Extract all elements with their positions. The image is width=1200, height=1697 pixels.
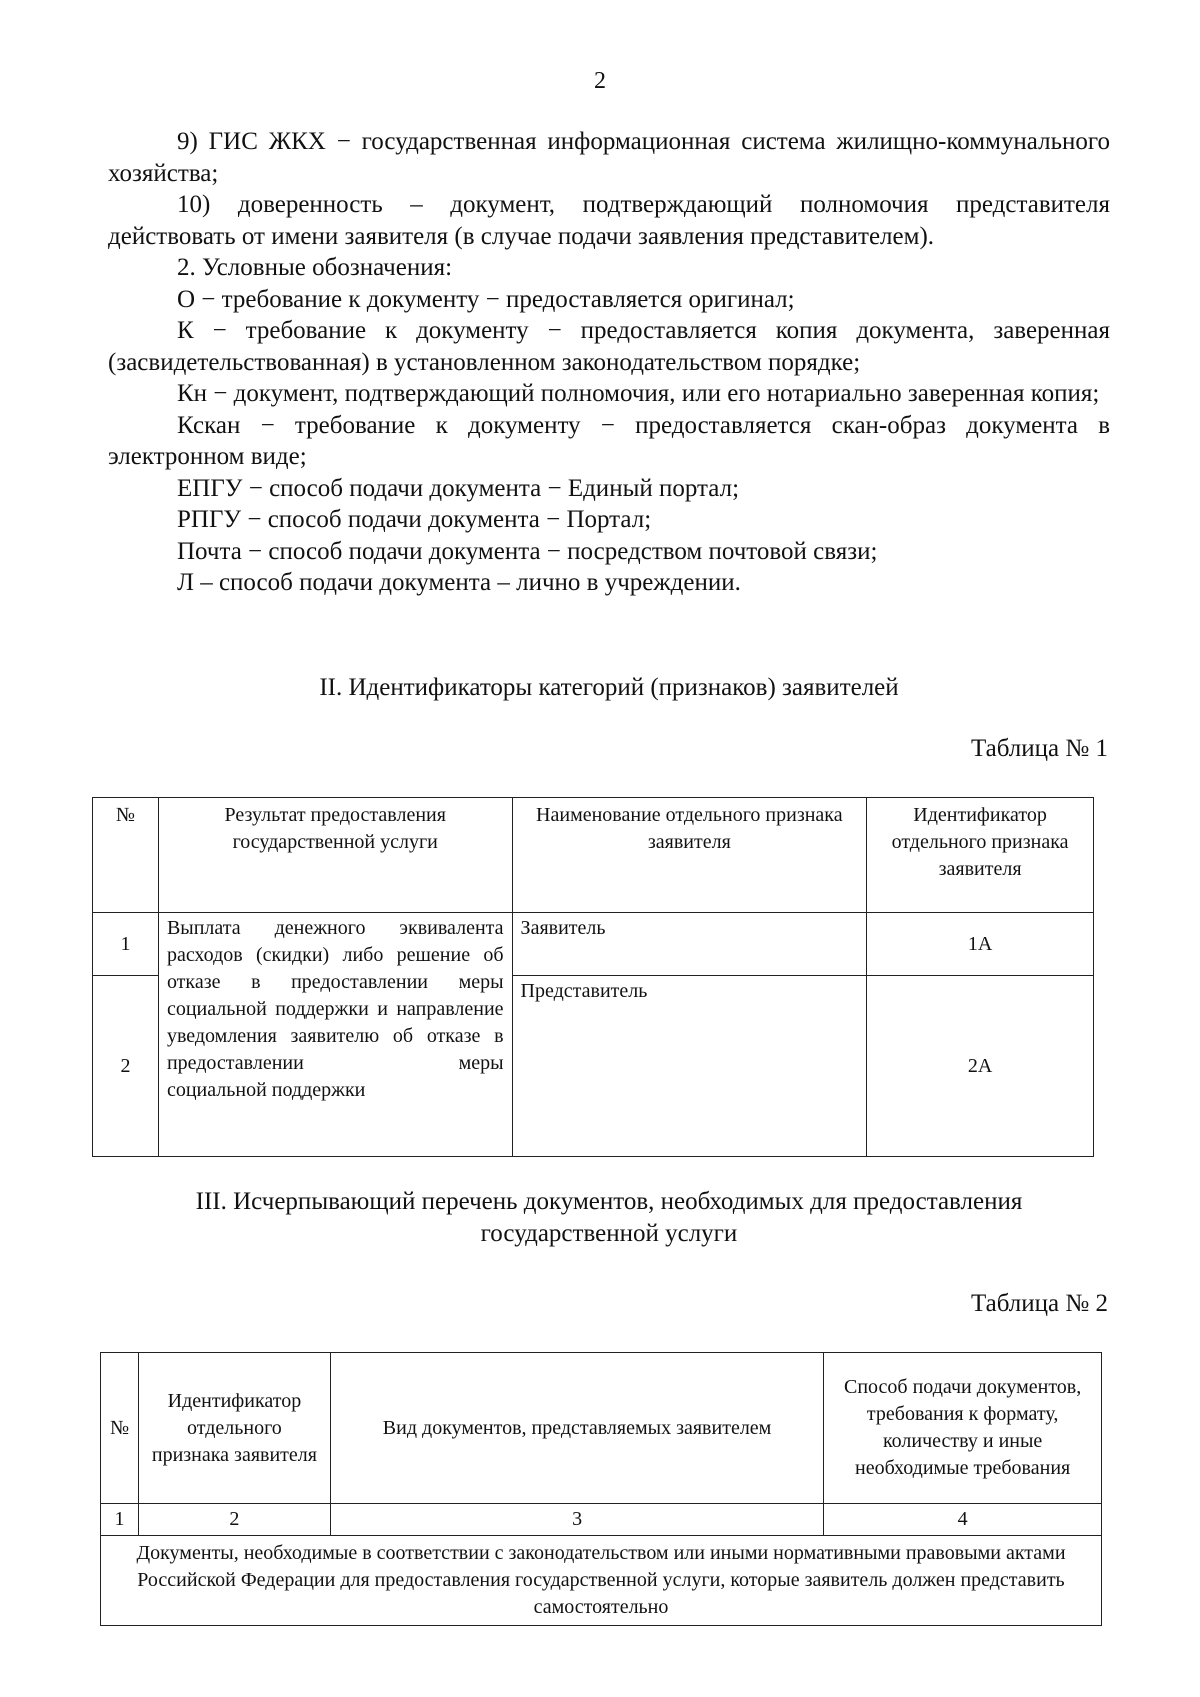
header-attribute-id: Идентификатор отдельного признака заявителя <box>867 798 1094 913</box>
column-number: 1 <box>101 1504 139 1536</box>
definition-power-of-attorney: 10) доверенность – документ, подтверждающий полномочия представителя действовать от имени заявителя (в случае подачи заявления представителем). <box>108 191 1110 250</box>
column-number: 2 <box>138 1504 330 1536</box>
table-row <box>93 913 1094 976</box>
row-number: 1 <box>93 913 159 976</box>
header-submission-method: Способ подачи документов, требования к формату, количеству и иные необходимые требования <box>824 1353 1102 1504</box>
legend-in-person: Л – способ подачи документа – лично в учреждении. <box>177 569 741 596</box>
legend-epgu: ЕПГУ − способ подачи документа − Единый портал; <box>177 474 740 502</box>
header-number: № <box>93 798 159 913</box>
header-document-type: Вид документов, представляемых заявителем <box>330 1353 823 1504</box>
table-1-caption: Таблица № 1 <box>970 735 1108 762</box>
table-header-row <box>93 798 1094 913</box>
attribute-id: 2А <box>867 976 1094 1157</box>
legend-notarized-copy: Кн − документ, подтверждающий полномочия, или его нотариально заверенная копия; <box>177 380 1100 407</box>
section-2-title: II. Идентификаторы категорий (признаков) заявителей <box>319 674 899 701</box>
header-attribute-name: Наименование отдельного признака заявителя <box>512 798 867 913</box>
legend-mail: Почта − способ подачи документа − посредством почтовой связи; <box>177 537 878 565</box>
definitions-list <box>108 126 1110 599</box>
legend-copy: К − требование к документу − предоставляется копия документа, заверенная (засвидетельствованная) в установленном законодательством порядке; <box>108 317 1110 376</box>
documents-table <box>100 1352 1102 1626</box>
table-header-row <box>101 1353 1102 1504</box>
header-number: № <box>101 1353 139 1504</box>
row-number: 2 <box>93 976 159 1157</box>
attribute-name: Представитель <box>512 976 867 1157</box>
result-text: Выплата денежного эквивалента расходов (скидки) либо решение об отказе в предоставлении меры социальной поддержки и направление уведомления заявителю об отказе в предоставлении меры <box>166 917 504 1074</box>
legend-scan: Кскан − требование к документу − предоставляется скан-образ документа в электронном виде; <box>108 411 1110 470</box>
header-attribute-id: Идентификатор отдельного признака заявителя <box>138 1353 330 1504</box>
group-row <box>101 1536 1102 1626</box>
column-number: 3 <box>330 1504 823 1536</box>
header-result: Результат предоставления государственной услуги <box>158 798 512 913</box>
result-text-last-line: социальной поддержки <box>166 1079 366 1101</box>
group-row-text: Документы, необходимые в соответствии с законодательством или иными нормативными правовыми актами Российской Федерации для предоставления государственной услуги, которые заявитель должен представить самостоятельно <box>101 1536 1102 1626</box>
attribute-name: Заявитель <box>512 913 867 976</box>
table-2-caption: Таблица № 2 <box>970 1290 1108 1317</box>
column-number: 4 <box>824 1504 1102 1536</box>
column-number-row <box>101 1504 1102 1536</box>
section-3-title: III. Исчерпывающий перечень документов, необходимых для предоставления государственной услуги <box>195 1188 1023 1247</box>
legend-original: О − требование к документу − предоставляется оригинал; <box>177 285 795 313</box>
result-description <box>158 913 512 1157</box>
page-number: 2 <box>594 68 606 94</box>
attribute-id: 1А <box>867 913 1094 976</box>
applicant-categories-table <box>92 797 1094 1157</box>
definition-gis-zhkh: 9) ГИС ЖКХ − государственная информационная система жилищно-коммунального хозяйства; <box>108 128 1110 187</box>
legend-heading: 2. Условные обозначения: <box>177 254 453 281</box>
legend-rpgu: РПГУ − способ подачи документа − Портал; <box>177 506 652 533</box>
